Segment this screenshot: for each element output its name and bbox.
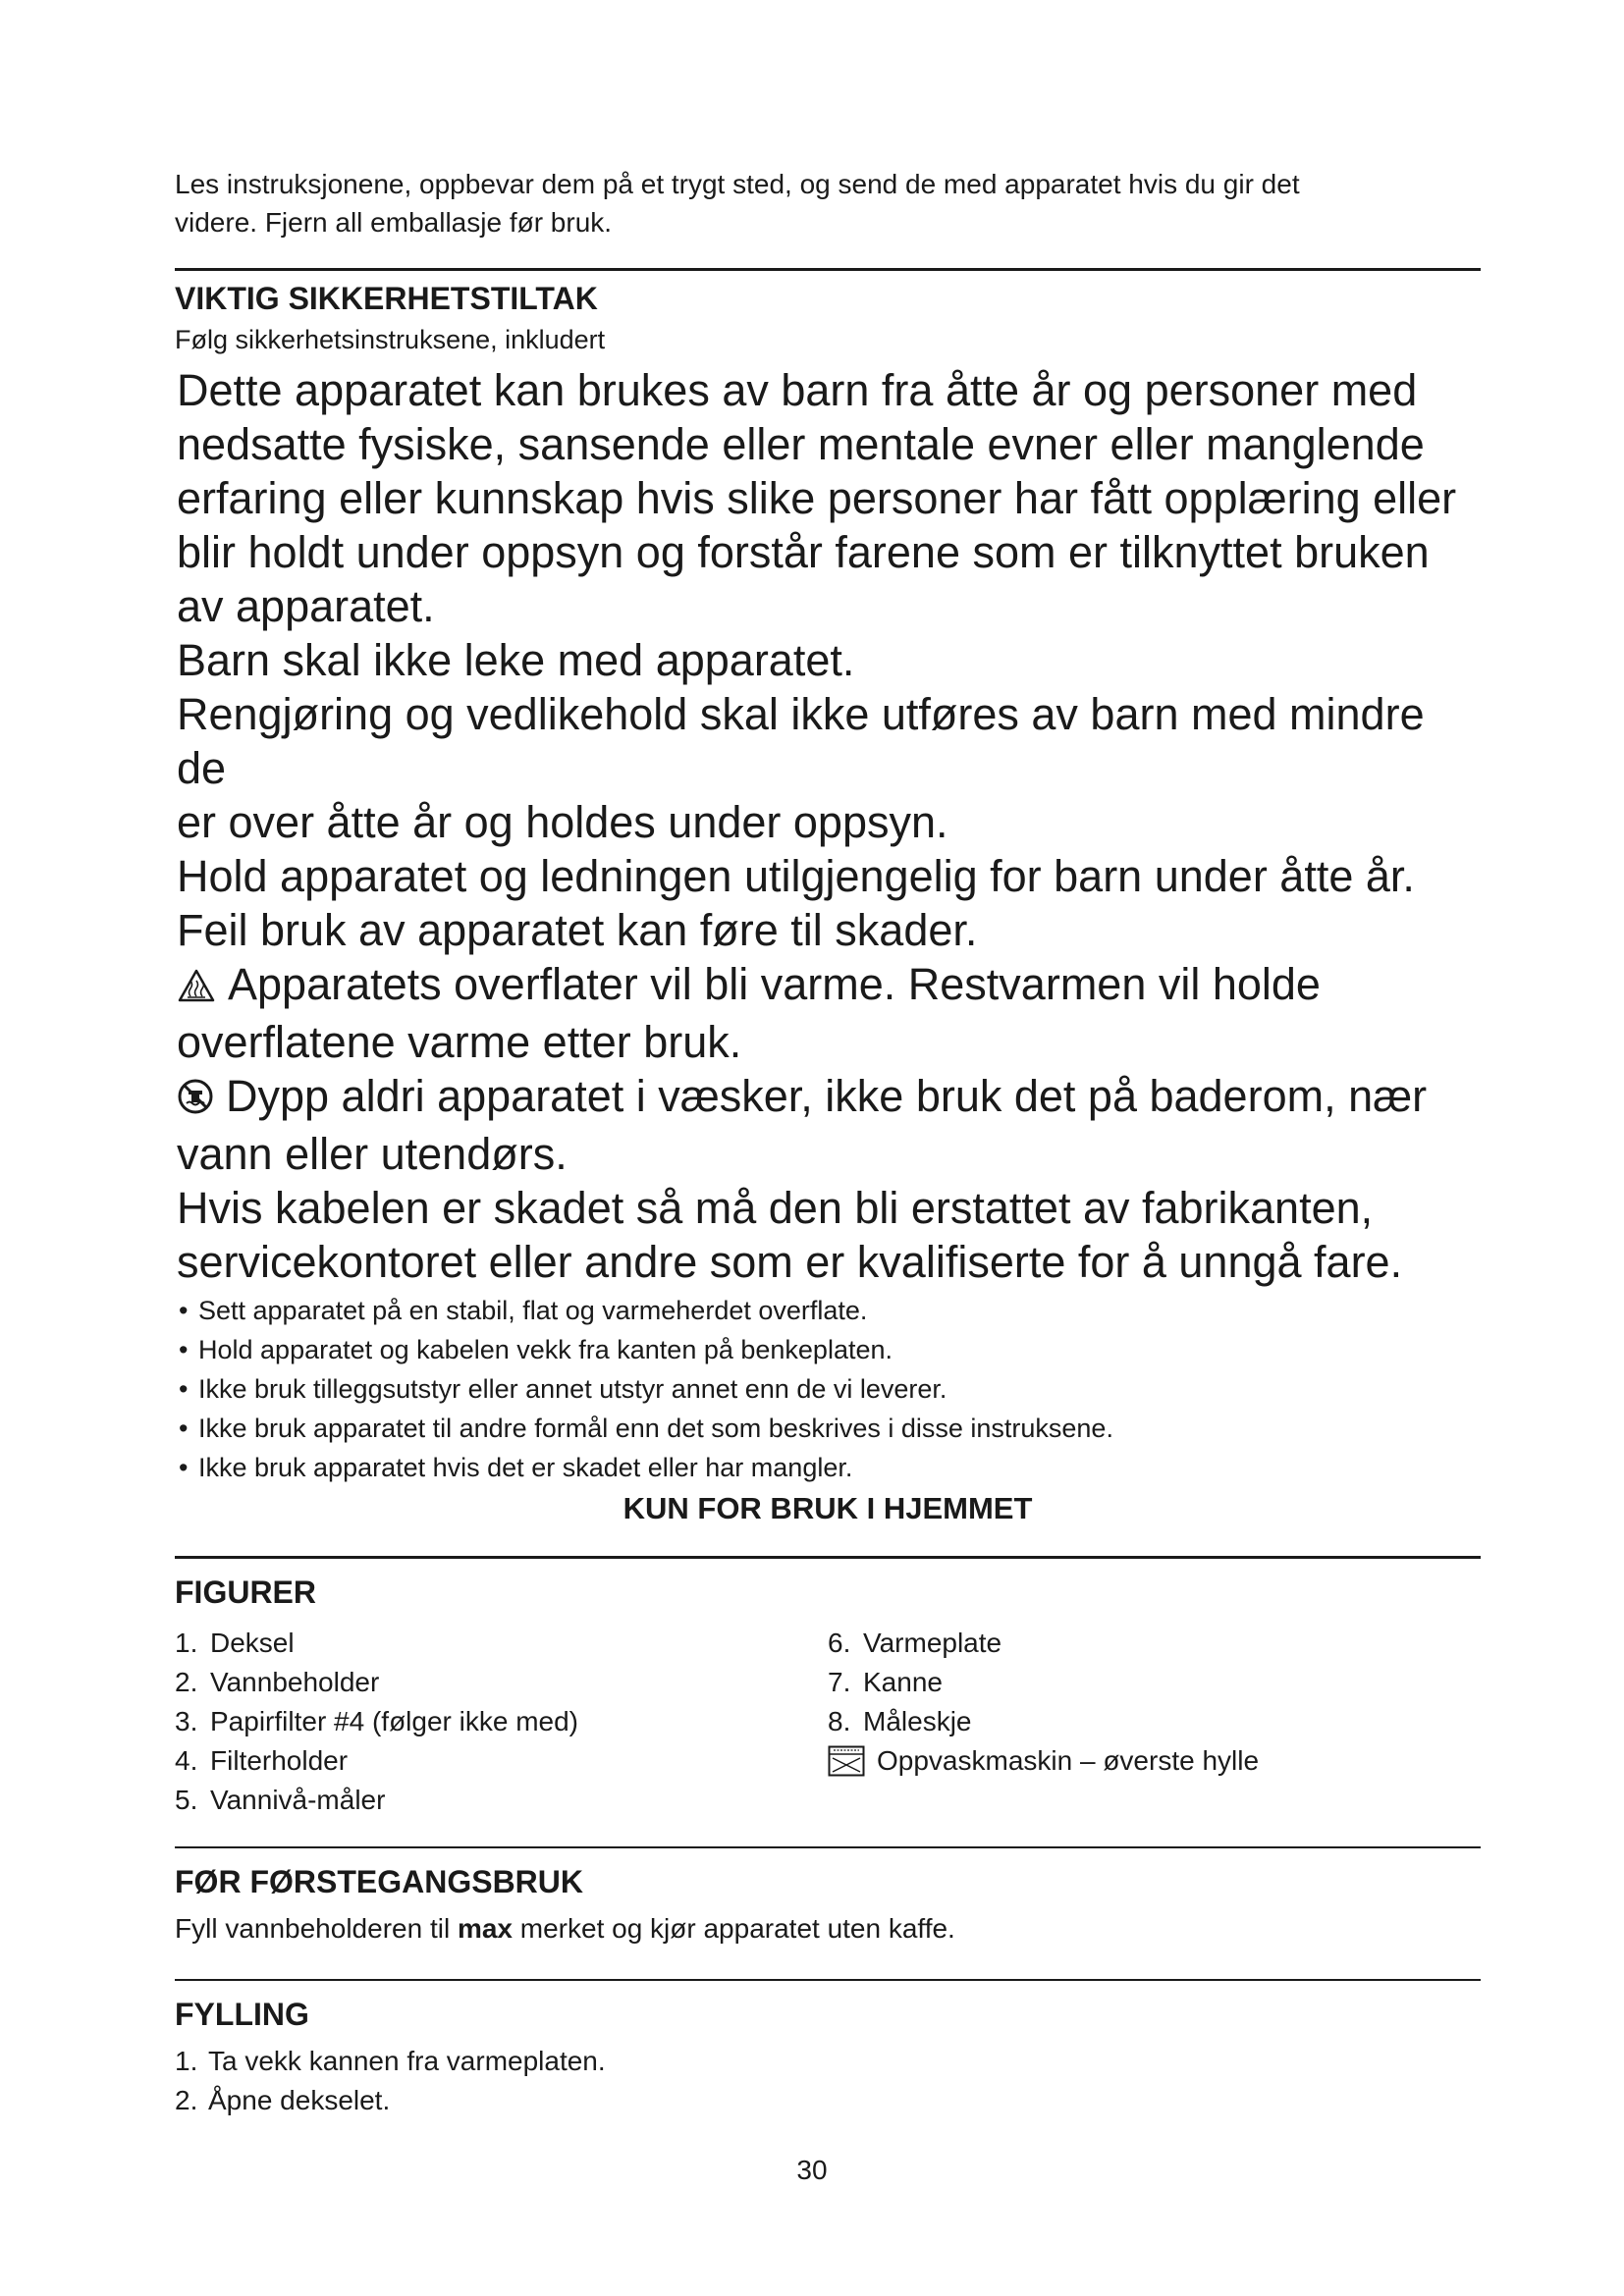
intro-text (175, 165, 1481, 241)
item-label: Varmeplate (863, 1628, 1002, 1658)
bullet-marker: • (179, 1453, 189, 1482)
warning-line: Hvis kabelen er skadet så må den bli erstattet av fabrikanten, (177, 1183, 1374, 1233)
item-number: 5. (175, 1785, 198, 1815)
section-divider (175, 268, 1481, 271)
step-number: 1. (175, 2046, 198, 2076)
list-item (175, 1781, 828, 1820)
no-immersion-icon (177, 1073, 214, 1127)
warning-line: servicekontoret eller andre som er kvalifiserte for å unngå fare. (177, 1237, 1403, 1287)
safety-heading: VIKTIG SIKKERHETSTILTAK (175, 281, 598, 316)
warning-line: Hold apparatet og ledningen utilgjengelig for barn under åtte år. (177, 851, 1415, 901)
intro-line: Les instruksjonene, oppbevar dem på et trygt sted, og send de med apparatet hvis du gir det (175, 169, 1300, 199)
manual-page (175, 165, 1481, 2120)
list-item (175, 1702, 828, 1741)
step-number: 2. (175, 2085, 198, 2115)
warning-line: er over åtte år og holdes under oppsyn. (177, 797, 948, 847)
household-only-notice: KUN FOR BRUK I HJEMMET (623, 1491, 1033, 1525)
list-item (828, 1663, 1481, 1702)
list-item (828, 1624, 1481, 1663)
list-item (175, 2042, 1481, 2081)
warning-line: blir holdt under oppsyn og forstår farene som er tilknyttet bruken (177, 527, 1430, 577)
item-label: Måleskje (863, 1706, 972, 1736)
list-item (828, 1741, 1481, 1788)
step-label: Ta vekk kannen fra varmeplaten. (208, 2046, 606, 2076)
bullet-text: Ikke bruk apparatet til andre formål enn det som beskrives i disse instruksene. (198, 1414, 1113, 1443)
figures-column-right (828, 1624, 1481, 1820)
item-label: Kanne (863, 1667, 943, 1697)
item-label: Filterholder (210, 1745, 349, 1776)
water-warning (175, 1069, 1481, 1127)
warning-line: Rengjøring og vedlikehold skal ikke utføres av barn med mindre de (177, 689, 1425, 793)
list-item (175, 1330, 1481, 1369)
bullet-marker: • (179, 1374, 189, 1404)
bullet-text: Sett apparatet på en stabil, flat og varmeherdet overflate. (198, 1296, 868, 1325)
safety-bullet-list (175, 1291, 1481, 1487)
safety-warnings (175, 363, 1481, 1289)
list-item (175, 2081, 1481, 2120)
section-divider (175, 1979, 1481, 1981)
bullet-marker: • (179, 1296, 189, 1325)
first-use-text-part: Fyll vannbeholderen til (175, 1913, 458, 1944)
item-number: 8. (828, 1706, 851, 1736)
max-mark-text: max (457, 1913, 513, 1944)
item-label: Papirfilter #4 (følger ikke med) (210, 1706, 579, 1736)
item-number: 2. (175, 1667, 198, 1697)
warning-line: overflatene varme etter bruk. (177, 1017, 742, 1067)
safety-subtitle: Følg sikkerhetsinstruksene, inkludert (175, 325, 606, 354)
item-number: 6. (828, 1628, 851, 1658)
item-label: Vannbeholder (210, 1667, 380, 1697)
bullet-text: Ikke bruk apparatet hvis det er skadet eller har mangler. (198, 1453, 853, 1482)
warning-line: nedsatte fysiske, sansende eller mentale evner eller manglende (177, 419, 1425, 469)
item-label: Oppvaskmaskin – øverste hylle (877, 1745, 1260, 1776)
intro-line: videre. Fjern all emballasje før bruk. (175, 207, 613, 238)
first-use-heading: FØR FØRSTEGANGSBRUK (175, 1864, 583, 1899)
warning-line: vann eller utendørs. (177, 1129, 568, 1179)
bullet-text: Ikke bruk tilleggsutstyr eller annet utstyr annet enn de vi leverer. (198, 1374, 947, 1404)
warning-line: Feil bruk av apparatet kan føre til skader. (177, 905, 978, 955)
item-number: 1. (175, 1628, 198, 1658)
item-label: Deksel (210, 1628, 295, 1658)
bullet-marker: • (179, 1335, 189, 1364)
list-item (175, 1291, 1481, 1330)
list-item (175, 1409, 1481, 1448)
filling-steps (175, 2042, 1481, 2120)
item-number: 3. (175, 1706, 198, 1736)
list-item (175, 1369, 1481, 1409)
bullet-text: Hold apparatet og kabelen vekk fra kanten på benkeplaten. (198, 1335, 893, 1364)
warning-line: erfaring eller kunnskap hvis slike personer har fått opplæring eller (177, 473, 1457, 523)
figures-list (175, 1624, 1481, 1820)
dishwasher-icon (828, 1741, 877, 1788)
hot-surface-warning-icon (177, 961, 216, 1015)
first-use-text-part: merket og kjør apparatet uten kaffe. (513, 1913, 955, 1944)
warning-line: Apparatets overflater vil bli varme. Restvarmen vil holde (228, 959, 1321, 1009)
item-number: 4. (175, 1745, 198, 1776)
item-label: Vannivå-måler (210, 1785, 386, 1815)
item-number: 7. (828, 1667, 851, 1697)
section-divider (175, 1846, 1481, 1848)
figures-heading: FIGURER (175, 1575, 316, 1610)
figures-column-left (175, 1624, 828, 1820)
page-number: 30 (796, 2155, 828, 2185)
filling-heading: FYLLING (175, 1997, 309, 2032)
list-item (175, 1448, 1481, 1487)
bullet-marker: • (179, 1414, 189, 1443)
list-item (175, 1663, 828, 1702)
warning-line: Dypp aldri apparatet i væsker, ikke bruk det på baderom, nær (226, 1071, 1428, 1121)
step-label: Åpne dekselet. (208, 2085, 391, 2115)
warning-line: Barn skal ikke leke med apparatet. (177, 635, 855, 685)
warning-line: av apparatet. (177, 581, 435, 631)
hot-surface-warning (175, 957, 1481, 1015)
list-item (175, 1741, 828, 1781)
list-item (828, 1702, 1481, 1741)
list-item (175, 1624, 828, 1663)
section-divider (175, 1556, 1481, 1559)
first-use-text (175, 1909, 1481, 1949)
warning-line: Dette apparatet kan brukes av barn fra åtte år og personer med (177, 365, 1418, 415)
